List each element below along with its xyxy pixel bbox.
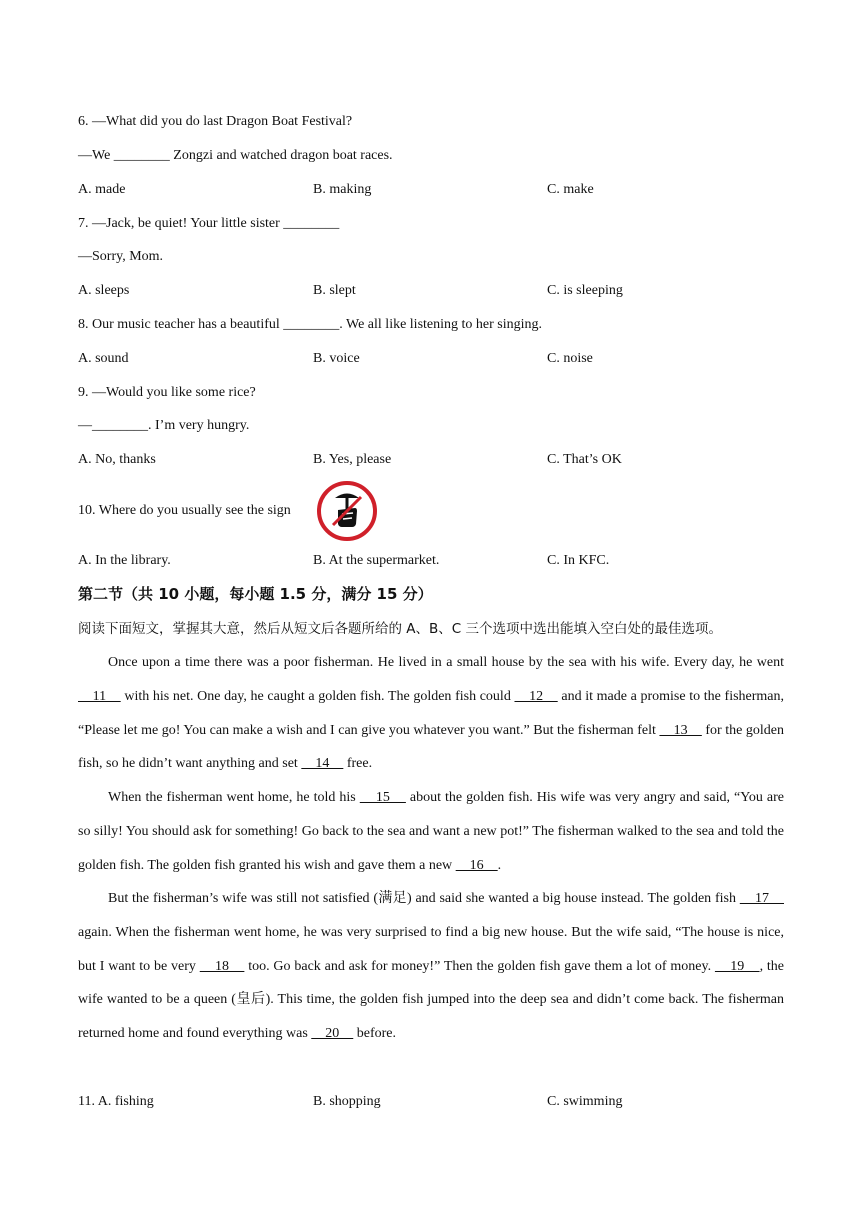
- q7-option-c: C. is sleeping: [547, 283, 623, 298]
- q6-option-c: C. make: [547, 182, 594, 197]
- passage-text: But the fisherman’s wife was still not satisfied (满足) and said she wanted a big house instead. The golden fish: [108, 891, 740, 906]
- blank-15: 15: [359, 790, 406, 805]
- passage-text: Once upon a time there was a poor fisherman. He lived in a small house by the sea with his wife. Every day, he went: [108, 655, 784, 670]
- q6-stem-line2: —We ________ Zongzi and watched dragon boat races.: [78, 148, 393, 163]
- passage-text: and it made a promise to the fisherman, “Please let me go! You can make a wish and I can give you whatever you want.” But the fisherman felt: [78, 688, 785, 738]
- passage-paragraph-1: [78, 646, 784, 781]
- section-instruction: 阅读下面短文，掌握其大意，然后从短文后各题所给的 A、B、C 三个选项中选出能填入空白处的最佳选项。: [78, 621, 723, 637]
- blank-17: 17: [739, 891, 784, 906]
- passage-text: too. Go back and ask for money!” Then the golden fish gave them a lot of money.: [244, 958, 715, 974]
- passage-text: with his net. One day, he caught a golden fish. The golden fish could: [120, 688, 515, 704]
- passage-text: again. When the fisherman went home, he was very surprised to find a big new house. But the wife said, “The house is nice, but I want to be very: [78, 924, 784, 974]
- q6-option-b: B. making: [313, 182, 372, 197]
- q7-option-b: B. slept: [313, 283, 356, 298]
- blank-19: 19: [714, 958, 760, 974]
- q8-option-a: A. sound: [78, 351, 129, 366]
- passage-paragraph-3: [78, 882, 784, 1051]
- q10-option-a: A. In the library.: [78, 553, 171, 568]
- q9-option-a: A. No, thanks: [78, 452, 156, 467]
- q11-option-c: C. swimming: [547, 1094, 623, 1109]
- q9-stem-line1: 9. —Would you like some rice?: [78, 385, 256, 400]
- blank-13: 13: [659, 722, 702, 738]
- no-eating-sign-icon: [316, 480, 378, 542]
- q10-option-b: B. At the supermarket.: [313, 553, 440, 568]
- section-title: 第二节（共 10 小题，每小题 1.5 分，满分 15 分）: [78, 585, 433, 603]
- q8-stem-line1: 8. Our music teacher has a beautiful ________. We all like listening to her singing.: [78, 317, 543, 332]
- passage-text: for the golden fish, so he didn’t want anything and set: [78, 722, 785, 772]
- passage-text: .: [497, 857, 502, 873]
- passage-text: When the fisherman went home, he told his: [108, 790, 360, 805]
- q10-option-c: C. In KFC.: [547, 553, 610, 568]
- q6-stem-line1: 6. —What did you do last Dragon Boat Festival?: [78, 114, 353, 129]
- blank-11: 11: [78, 688, 121, 704]
- q7-stem-line1: 7. —Jack, be quiet! Your little sister ________: [78, 216, 340, 231]
- q11-option-b: B. shopping: [313, 1094, 381, 1109]
- blank-16: 16: [455, 857, 498, 873]
- passage-text: free.: [343, 756, 373, 772]
- q11-option-a: 11. A. fishing: [78, 1094, 154, 1109]
- q8-option-c: C. noise: [547, 351, 593, 366]
- q7-stem-line2: —Sorry, Mom.: [78, 249, 164, 264]
- q6-option-a: A. made: [78, 182, 126, 197]
- blank-12: 12: [514, 688, 558, 704]
- blank-14: 14: [301, 756, 344, 772]
- q8-option-b: B. voice: [313, 351, 360, 366]
- passage-text: about the golden fish. His wife was very angry and said, “You are so silly! You should ask for something! Go back to the sea and want a new pot!” The fisherman walked to the sea and told the golden fish. The golden fish granted his wish and gave them a new: [78, 790, 785, 873]
- q7-option-a: A. sleeps: [78, 283, 130, 298]
- q9-stem-line2: —________. I’m very hungry.: [78, 418, 250, 433]
- blank-18: 18: [199, 958, 245, 974]
- blank-20: 20: [311, 1026, 354, 1042]
- passage-text: , the wife wanted to be a queen (皇后). This time, the golden fish jumped into the deep sea and didn’t come back. The fisherman returned home and found everything was: [78, 958, 784, 1042]
- q9-option-c: C. That’s OK: [547, 452, 622, 467]
- q10-stem-line1: 10. Where do you usually see the sign: [78, 503, 291, 518]
- passage-text: before.: [353, 1026, 397, 1042]
- q9-option-b: B. Yes, please: [313, 452, 392, 467]
- passage-paragraph-2: [78, 781, 784, 882]
